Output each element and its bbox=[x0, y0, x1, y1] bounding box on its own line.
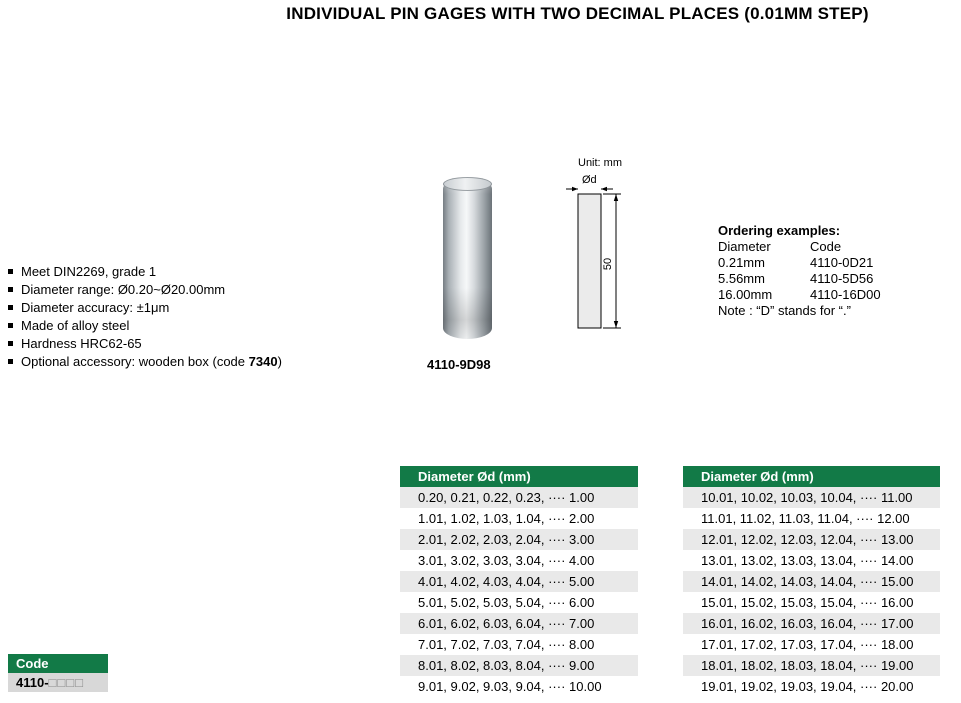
table-row: 6.01, 6.02, 6.03, 6.04, ···· 7.00 bbox=[400, 613, 638, 634]
dimension-drawing bbox=[565, 152, 675, 347]
code-block-header: Code bbox=[8, 654, 108, 673]
ordering-example-row bbox=[718, 271, 881, 287]
bullet-square-icon bbox=[8, 305, 13, 310]
table-row: 13.01, 13.02, 13.03, 13.04, ···· 14.00 bbox=[683, 550, 940, 571]
code-block-value bbox=[8, 673, 108, 692]
table-body bbox=[683, 487, 940, 697]
table-row: 14.01, 14.02, 14.03, 14.04, ···· 15.00 bbox=[683, 571, 940, 592]
feature-text: Hardness HRC62-65 bbox=[21, 335, 142, 351]
table-header: Diameter Ød (mm) bbox=[400, 466, 638, 487]
table-row: 8.01, 8.02, 8.03, 8.04, ···· 9.00 bbox=[400, 655, 638, 676]
ordering-example-row bbox=[718, 287, 881, 303]
unit-label: Unit: mm bbox=[578, 157, 622, 169]
feature-text bbox=[21, 354, 282, 369]
ordering-columns-row bbox=[718, 239, 881, 255]
bullet-square-icon bbox=[8, 269, 13, 274]
feature-text: Diameter accuracy: ±1μm bbox=[21, 299, 170, 315]
ordering-example-row bbox=[718, 255, 881, 271]
page-title: INDIVIDUAL PIN GAGES WITH TWO DECIMAL PLACES (0.01MM STEP) bbox=[286, 4, 869, 23]
feature-item bbox=[8, 334, 282, 352]
table-row: 18.01, 18.02, 18.03, 18.04, ···· 19.00 bbox=[683, 655, 940, 676]
feature-item bbox=[8, 316, 282, 334]
ordering-example-diameter: 16.00mm bbox=[718, 287, 773, 302]
feature-text: Diameter range: Ø0.20~Ø20.00mm bbox=[21, 281, 226, 297]
bullet-square-icon bbox=[8, 359, 13, 364]
diameter-dim-label: Ød bbox=[582, 174, 597, 186]
table-row: 16.01, 16.02, 16.03, 16.04, ···· 17.00 bbox=[683, 613, 940, 634]
diameter-table-left bbox=[400, 466, 638, 697]
feature-text-prefix: Optional accessory: wooden box (code bbox=[21, 353, 249, 369]
ordering-example-diameter: 5.56mm bbox=[718, 271, 765, 286]
feature-list bbox=[8, 262, 282, 370]
table-row: 19.01, 19.02, 19.03, 19.04, ···· 20.00 bbox=[683, 676, 940, 697]
ordering-title: Ordering examples: bbox=[718, 223, 841, 238]
feature-item bbox=[8, 262, 282, 280]
table-row: 9.01, 9.02, 9.03, 9.04, ···· 10.00 bbox=[400, 676, 638, 697]
bullet-square-icon bbox=[8, 323, 13, 328]
table-row: 5.01, 5.02, 5.03, 5.04, ···· 6.00 bbox=[400, 592, 638, 613]
pin-model-label: 4110-9D98 bbox=[427, 357, 491, 372]
feature-item bbox=[8, 352, 282, 370]
feature-list-items bbox=[8, 262, 282, 352]
bullet-square-icon bbox=[8, 287, 13, 292]
ordering-examples bbox=[718, 223, 881, 319]
feature-text-suffix: ) bbox=[277, 353, 282, 369]
table-row: 4.01, 4.02, 4.03, 4.04, ···· 5.00 bbox=[400, 571, 638, 592]
length-dim-label: 50 bbox=[602, 257, 614, 271]
ordering-example-rows bbox=[718, 255, 881, 303]
code-block bbox=[8, 654, 108, 692]
ordering-example-code: 4110-5D56 bbox=[810, 271, 874, 286]
code-placeholder-boxes: □□□□ bbox=[48, 675, 84, 690]
bullet-square-icon bbox=[8, 341, 13, 346]
table-row: 3.01, 3.02, 3.03, 3.04, ···· 4.00 bbox=[400, 550, 638, 571]
feature-item bbox=[8, 280, 282, 298]
table-row: 15.01, 15.02, 15.03, 15.04, ···· 16.00 bbox=[683, 592, 940, 613]
ordering-example-code: 4110-16D00 bbox=[810, 287, 881, 302]
table-row: 12.01, 12.02, 12.03, 12.04, ···· 13.00 bbox=[683, 529, 940, 550]
diameter-table-right bbox=[683, 466, 940, 697]
pin-gage-photo bbox=[443, 178, 492, 339]
ordering-col-diameter: Diameter bbox=[718, 239, 771, 254]
ordering-example-code: 4110-0D21 bbox=[810, 255, 874, 270]
table-row: 2.01, 2.02, 2.03, 2.04, ···· 3.00 bbox=[400, 529, 638, 550]
feature-item bbox=[8, 298, 282, 316]
ordering-note: Note : “D” stands for “.” bbox=[718, 303, 851, 318]
pin-cylinder bbox=[443, 178, 492, 339]
table-row: 10.01, 10.02, 10.03, 10.04, ···· 11.00 bbox=[683, 487, 940, 508]
pin-outline-rect bbox=[578, 194, 601, 328]
accessory-code: 7340 bbox=[248, 353, 278, 369]
ordering-example-diameter: 0.21mm bbox=[718, 255, 765, 270]
table-body bbox=[400, 487, 638, 697]
pin-top-face bbox=[443, 177, 492, 191]
table-row: 7.01, 7.02, 7.03, 7.04, ···· 8.00 bbox=[400, 634, 638, 655]
table-row: 11.01, 11.02, 11.03, 11.04, ···· 12.00 bbox=[683, 508, 940, 529]
feature-text: Meet DIN2269, grade 1 bbox=[21, 263, 157, 279]
feature-text: Made of alloy steel bbox=[21, 317, 130, 333]
table-header: Diameter Ød (mm) bbox=[683, 466, 940, 487]
table-row: 17.01, 17.02, 17.03, 17.04, ···· 18.00 bbox=[683, 634, 940, 655]
table-row: 1.01, 1.02, 1.03, 1.04, ···· 2.00 bbox=[400, 508, 638, 529]
ordering-col-code: Code bbox=[810, 239, 842, 254]
table-row: 0.20, 0.21, 0.22, 0.23, ···· 1.00 bbox=[400, 487, 638, 508]
code-prefix: 4110- bbox=[16, 675, 49, 690]
